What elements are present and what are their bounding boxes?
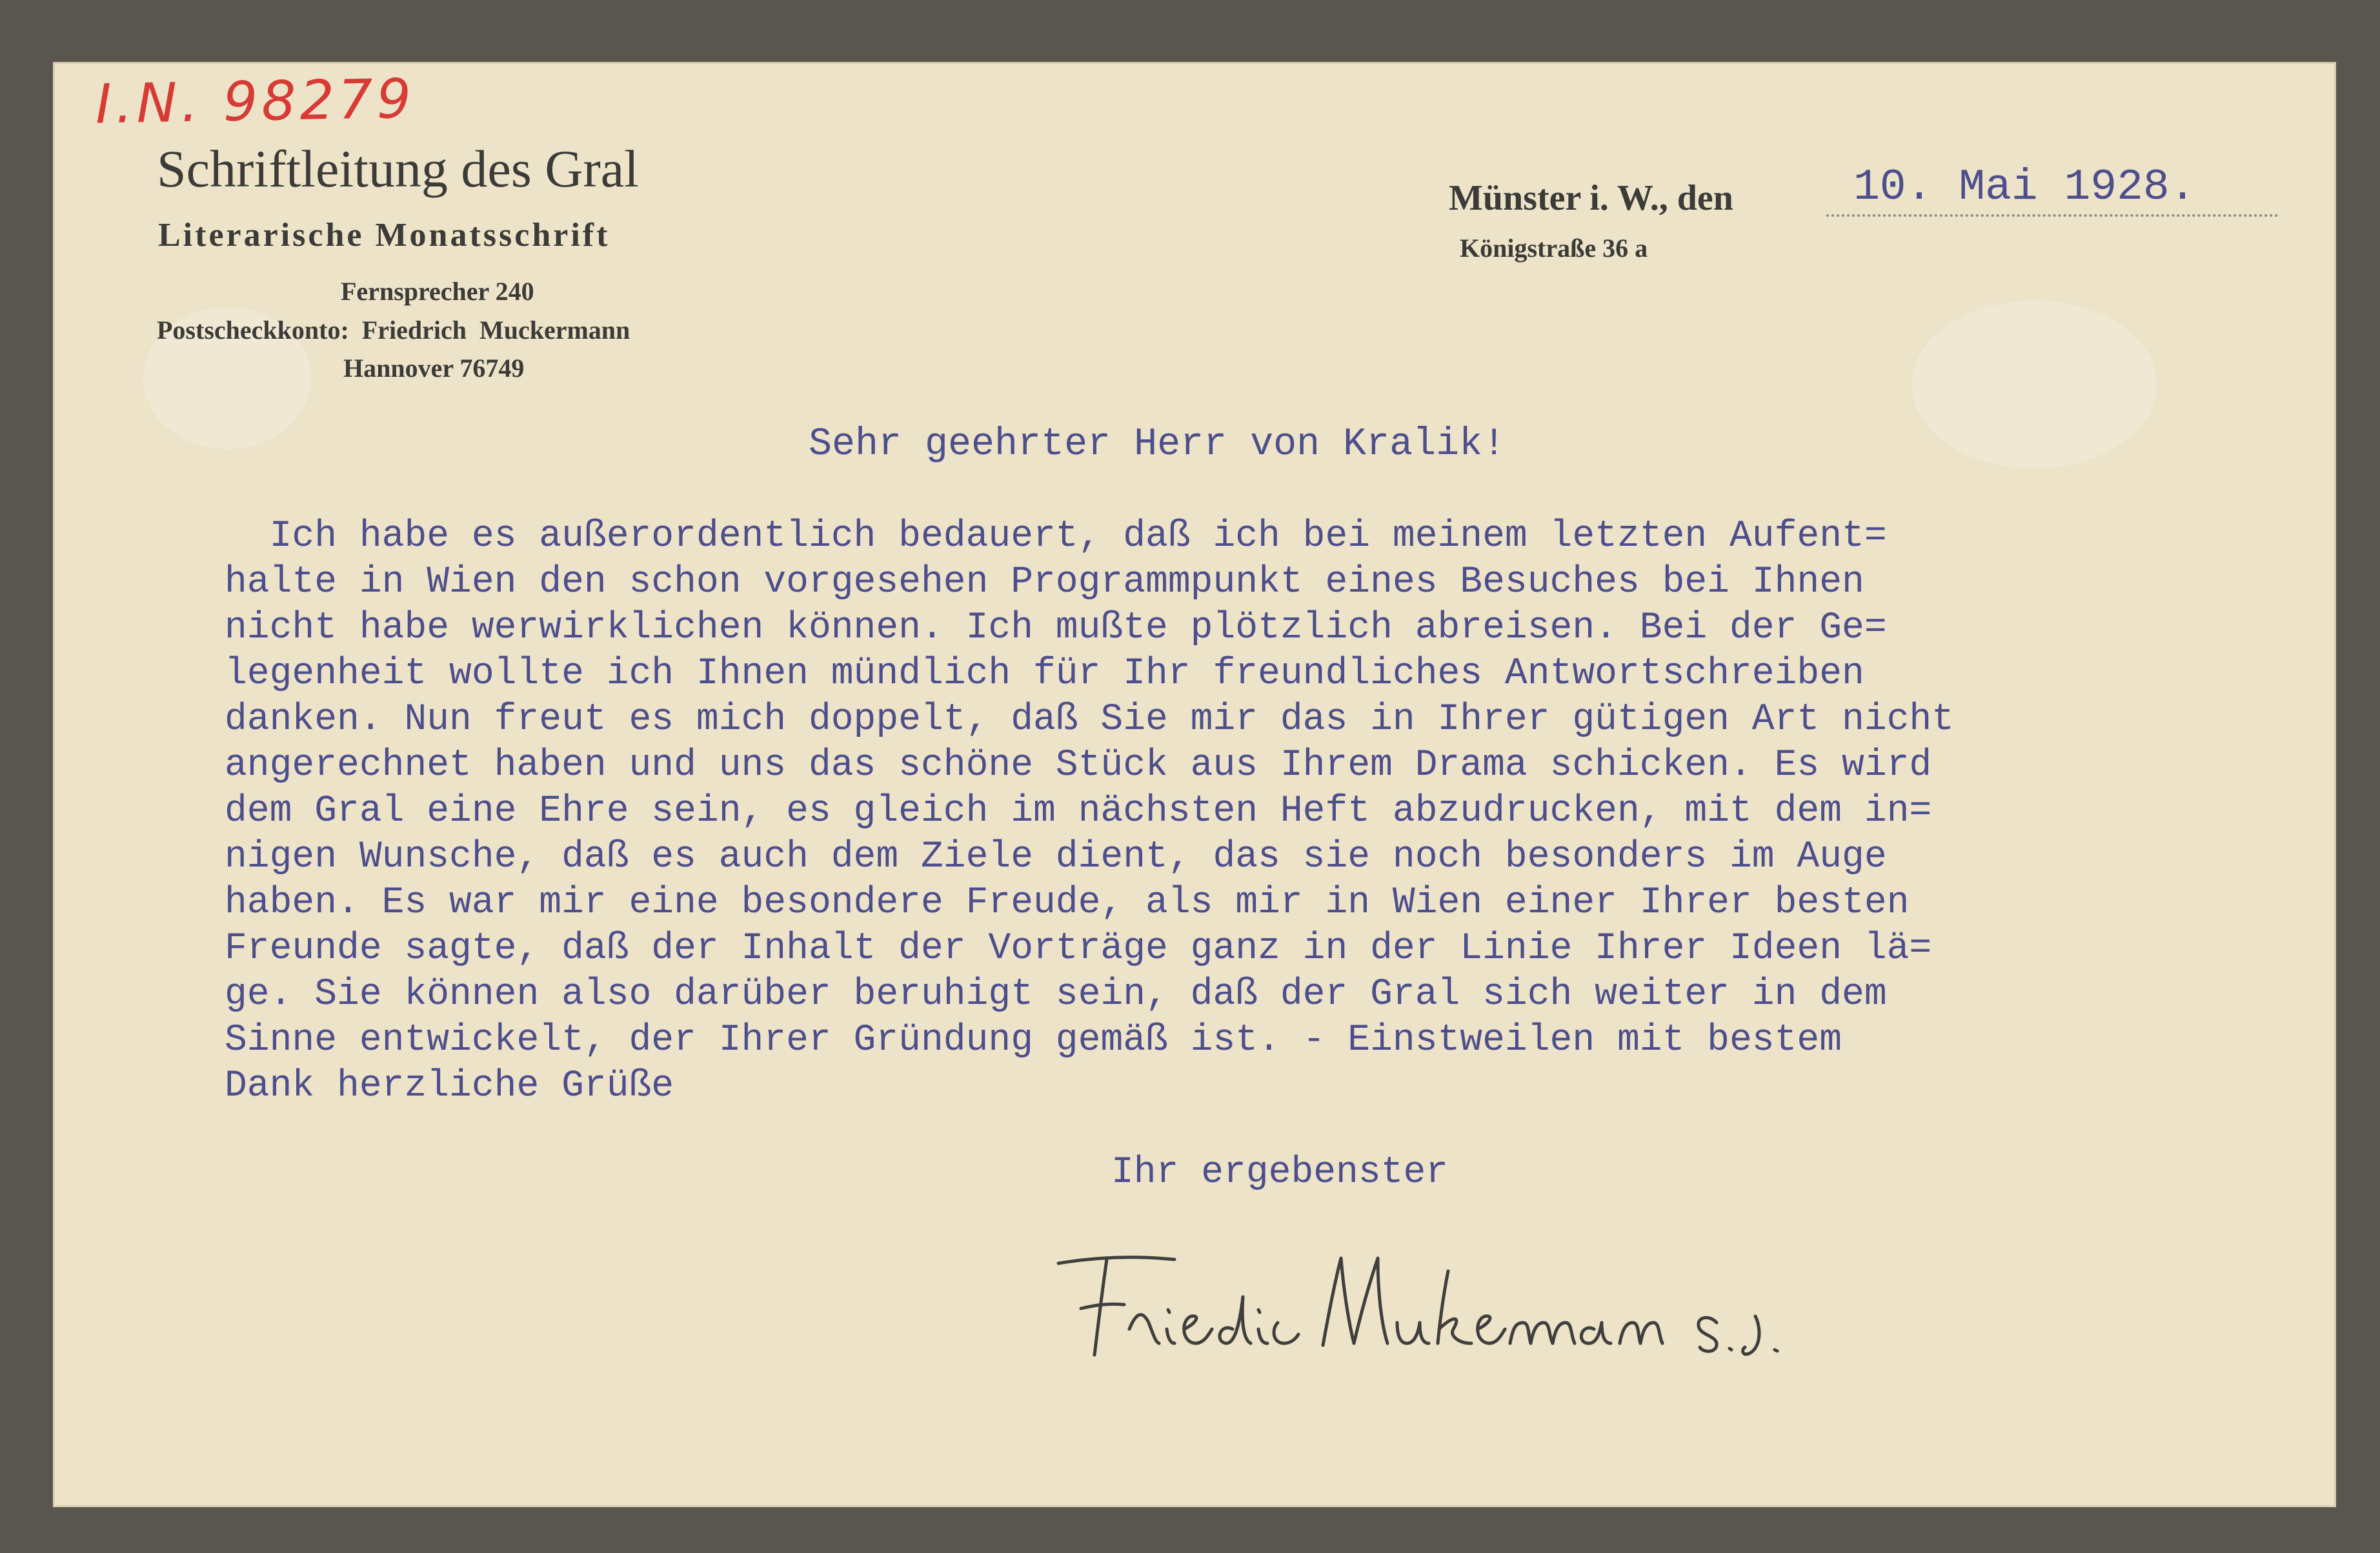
body-line: ge. Sie können also darüber beruhigt sein, daß der Gral sich weiter in dem <box>225 974 1887 1016</box>
salutation: Sehr geehrter Herr von Kralik! <box>809 423 1506 466</box>
body-line: Dank herzliche Grüße <box>225 1065 674 1107</box>
letterhead-subtitle: Literarische Monatsschrift <box>158 217 610 254</box>
paper-stain <box>1911 301 2157 468</box>
body-line: dem Gral eine Ehre sein, es gleich im nächsten Heft abzudrucken, mit dem in= <box>225 790 1932 832</box>
body-line: legenheit wollte ich Ihnen mündlich für Ihr freundliches Antwortschreiben <box>225 653 1864 695</box>
handwritten-signature <box>1045 1232 1884 1374</box>
body-line: Freunde sagte, daß der Inhalt der Vorträge ganz in der Linie Ihrer Ideen lä= <box>225 928 1932 970</box>
body-line: nigen Wunsche, daß es auch dem Ziele dient, das sie noch besonders im Auge <box>225 836 1887 878</box>
body-line: nicht habe werwirklichen können. Ich mußte plötzlich abreisen. Bei der Ge= <box>225 607 1887 649</box>
letterhead-postcheck: Postscheckkonto: Friedrich Muckermann <box>157 316 630 345</box>
letterhead-phone: Fernsprecher 240 <box>341 277 534 306</box>
body-line: danken. Nun freut es mich doppelt, daß Sie mir das in Ihrer gütigen Art nicht <box>225 699 1955 741</box>
letterhead-account: Hannover 76749 <box>343 354 525 383</box>
archive-number: I.N. 98279 <box>95 66 416 136</box>
body-line: angerechnet haben und uns das schöne Stück aus Ihrem Drama schicken. Es wird <box>225 745 1932 787</box>
letterhead-title: Schriftleitung des Gral <box>157 139 639 198</box>
letter-place: Münster i. W., den <box>1449 178 1733 218</box>
body-line: Ich habe es außerordentlich bedauert, daß ich bei meinem letzten Aufent= <box>225 516 1887 557</box>
letterhead-street: Königstraße 36 a <box>1460 234 1648 263</box>
date-dotted-line <box>1826 214 2278 217</box>
body-line: halte in Wien den schon vorgesehen Programmpunkt eines Besuches bei Ihnen <box>225 561 1864 603</box>
body-line: haben. Es war mir eine besondere Freude, als mir in Wien einer Ihrer besten <box>225 882 1910 924</box>
letter-date: 10. Mai 1928. <box>1853 163 2196 212</box>
closing-phrase: Ihr ergebenster <box>1111 1152 1449 1194</box>
body-line: Sinne entwickelt, der Ihrer Gründung gemäß ist. - Einstweilen mit bestem <box>225 1019 1842 1061</box>
letter-body <box>225 514 2328 1109</box>
